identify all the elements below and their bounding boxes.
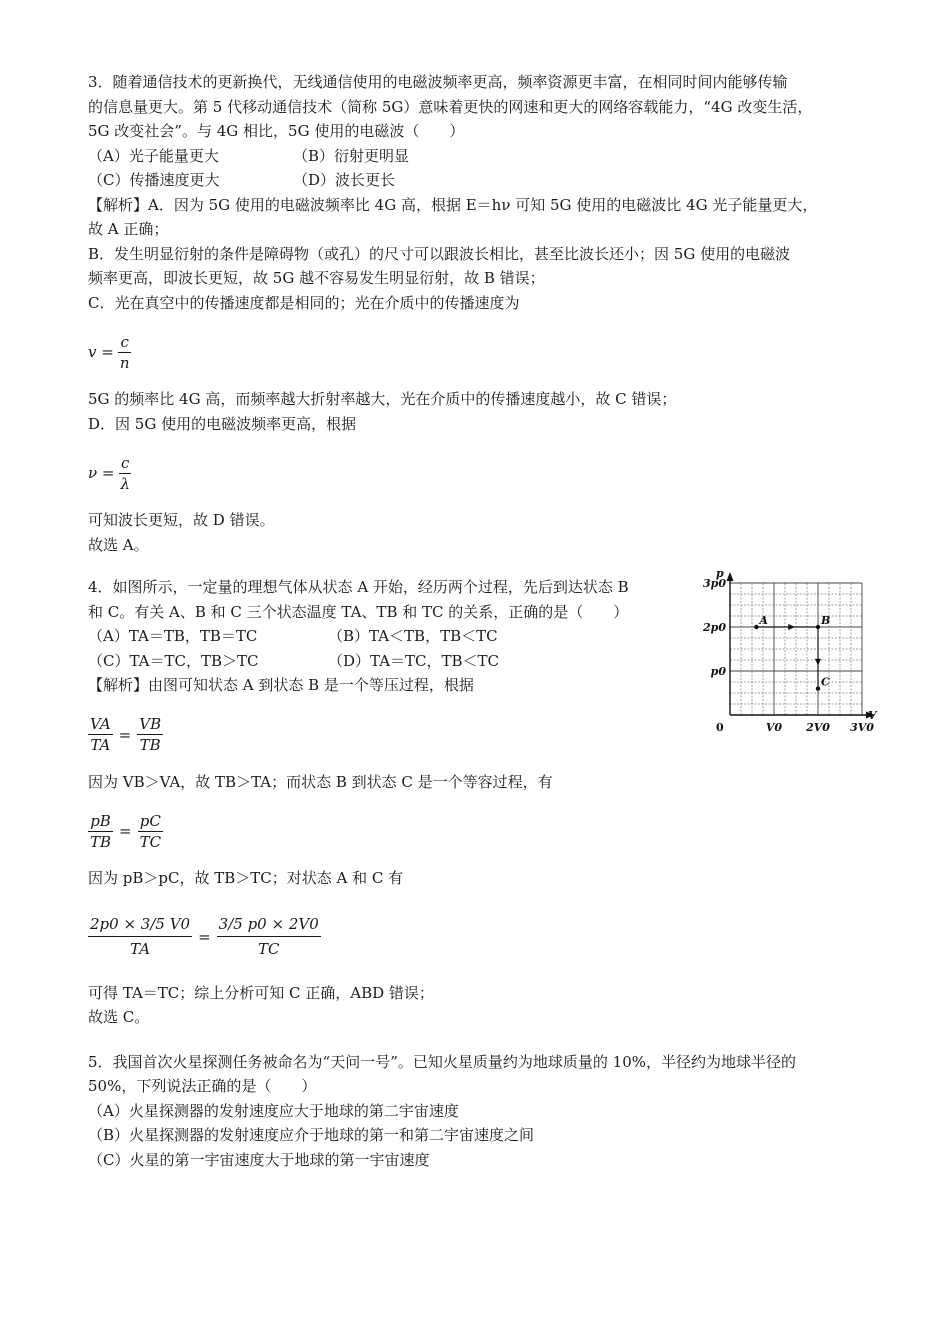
fraction-right	[217, 912, 321, 961]
q3-option-d: （D）波长更长	[293, 171, 396, 189]
q3-analysis-line-6: 5G 的频率比 4G 高，而频率越大折射率越大，光在介质中的传播速度越小，故 C 错误；	[88, 390, 677, 408]
question-3	[88, 70, 868, 557]
q5-stem-line-2: 50%，下列说法正确的是（ ）	[88, 1077, 317, 1095]
state-point-label: C	[821, 675, 830, 689]
q5-option-a: （A）火星探测器的发射速度应大于地球的第二宇宙速度	[88, 1101, 459, 1120]
equals-sign: =	[119, 822, 132, 840]
equals-sign: =	[198, 927, 211, 946]
q4-stem-line-2: 和 C。有关 A、B 和 C 三个状态温度 TA、TB 和 TC 的关系，正确的是（ ）	[88, 602, 629, 621]
q4-option-a: （A）TA＝TB，TB＝TC	[88, 627, 258, 645]
q3-analysis-line-4: 频率更高，即波长更短，故 5G 越不容易发生明显衍射，故 B 错误；	[88, 269, 545, 287]
q3-analysis-line-2: 故 A 正确；	[88, 220, 169, 238]
y-tick-label: 2p0	[703, 621, 726, 634]
state-point-label: B	[821, 614, 831, 627]
x-tick-label: 3V0	[850, 721, 874, 734]
q5-option-c: （C）火星的第一宇宙速度大于地球的第一宇宙速度	[88, 1150, 430, 1169]
q3-analysis-line-3: B．发生明显衍射的条件是障碍物（或孔）的尺寸可以跟波长相比，甚至比波长还小；因 5G 使用的电磁波	[88, 244, 791, 263]
q3-formula-speed	[88, 323, 868, 381]
fraction-denominator: TA	[90, 736, 111, 754]
q4-analysis-line-4: 可得 TA＝TC；综上分析可知 C 正确，ABD 错误；	[88, 983, 434, 1002]
q3-formula-wavelength	[88, 444, 868, 502]
q4-formula-isochoric	[88, 802, 868, 860]
q4-option-c: （C）TA＝TC，TB＞TC	[88, 651, 259, 670]
arrow-down-icon	[815, 659, 821, 666]
fraction-denominator: TC	[139, 832, 162, 851]
fraction-left	[88, 714, 113, 755]
state-point-b	[816, 625, 820, 629]
q4-analysis-line-5: 故选 C。	[88, 1008, 150, 1026]
pv-chart	[703, 567, 878, 741]
x-tick-label: 2V0	[806, 721, 830, 734]
q3-option-c: （C）传播速度更大	[88, 171, 220, 189]
document-page	[88, 70, 877, 1172]
fraction-denominator: TB	[90, 832, 112, 851]
fraction-left	[88, 912, 192, 961]
fraction-numerator: c	[121, 453, 130, 472]
x-tick-label: V0	[765, 721, 783, 734]
q3-analysis-line-5: C．光在真空中的传播速度都是相同的；光在介质中的传播速度为	[88, 293, 520, 312]
fraction-denominator: TA	[130, 940, 151, 958]
y-axis-label: p	[716, 567, 724, 580]
state-point-a	[754, 625, 758, 629]
fraction-numerator: pB	[90, 811, 111, 830]
fraction-denominator: TB	[139, 736, 161, 754]
x-axis-label: V	[868, 709, 877, 722]
fraction-numerator: VA	[90, 715, 111, 733]
state-point-c	[816, 686, 820, 690]
chart-marks	[754, 624, 821, 691]
q4-option-d: （D）TA＝TC，TB＜TC	[328, 651, 500, 670]
arrow-right-icon	[788, 624, 795, 630]
equals-sign: =	[118, 725, 132, 744]
fraction-numerator: 3/5 p0 × 2V0	[217, 912, 321, 937]
q3-stem-line-2: 的信息量更大。第 5 代移动通信技术（简称 5G）意味着更快的网速和更大的网络容载能力，“4G 改变生活，	[88, 97, 813, 116]
fraction-denominator: n	[119, 353, 130, 372]
chart-grid	[730, 583, 862, 715]
fraction	[118, 453, 132, 494]
q3-option-a: （A）光子能量更大	[88, 146, 219, 165]
fraction-denominator: TC	[257, 940, 280, 958]
fraction-left	[88, 811, 113, 852]
q5-option-b: （B）火星探测器的发射速度应介于地球的第一和第二宇宙速度之间	[88, 1126, 535, 1144]
q4-analysis-line-2: 因为 VB＞VA，故 TB＞TA；而状态 B 到状态 C 是一个等容过程，有	[88, 772, 553, 791]
fraction-numerator: VB	[139, 715, 162, 733]
q3-analysis-line-8: 可知波长更短，故 D 错误。	[88, 511, 275, 529]
formula-lhs: ν =	[88, 464, 115, 482]
q4-analysis-line-3: 因为 pB＞pC，故 TB＞TC；对状态 A 和 C 有	[88, 869, 404, 887]
q4-formula-state-equation	[88, 899, 868, 975]
fraction-right	[138, 811, 163, 852]
q3-analysis-line-1: 【解析】A．因为 5G 使用的电磁波频率比 4G 高，根据 E＝hν 可知 5G 使用的电磁波比 4G 光子能量更大，	[88, 195, 818, 214]
q5-stem-line-1: 5．我国首次火星探测任务被命名为“天问一号”。已知火星质量约为地球质量的 10%，半径约为地球半径的	[88, 1052, 796, 1071]
y-tick-label: p0	[710, 665, 726, 678]
question-5	[88, 1050, 868, 1173]
origin-label: 0	[716, 721, 724, 734]
state-point-label: A	[759, 614, 768, 627]
question-4	[88, 567, 877, 1030]
y-tick-label: 3p0	[703, 577, 726, 590]
fraction-numerator: pC	[139, 811, 161, 830]
fraction-numerator: c	[120, 332, 129, 351]
q3-analysis-line-7: D．因 5G 使用的电磁波频率更高，根据	[88, 414, 357, 433]
q4-option-b: （B）TA＜TB，TB＜TC	[328, 627, 498, 645]
chart-labels	[702, 567, 878, 734]
q4-analysis-line-1: 【解析】由图可知状态 A 到状态 B 是一个等压过程，根据	[88, 676, 474, 694]
q3-analysis-line-9: 故选 A。	[88, 535, 149, 554]
fraction-numerator: 2p0 × 3/5 V0	[88, 912, 192, 937]
q3-option-b: （B）衍射更明显	[293, 146, 410, 165]
q3-options	[88, 144, 868, 193]
fraction-right	[137, 714, 163, 755]
q3-stem-line-3: 5G 改变社会”。与 4G 相比，5G 使用的电磁波（ ）	[88, 122, 465, 140]
q4-stem-line-1: 4．如图所示，一定量的理想气体从状态 A 开始，经历两个过程，先后到达状态 B	[88, 578, 629, 596]
formula-lhs: v =	[88, 343, 114, 361]
fraction	[118, 332, 132, 373]
q4-options	[88, 624, 688, 673]
q3-stem-line-1: 3．随着通信技术的更新换代，无线通信使用的电磁波频率更高，频率资源更丰富，在相同时间内能够传输	[88, 73, 788, 91]
fraction-denominator: λ	[120, 474, 130, 493]
y-axis-arrow-icon	[727, 572, 734, 581]
